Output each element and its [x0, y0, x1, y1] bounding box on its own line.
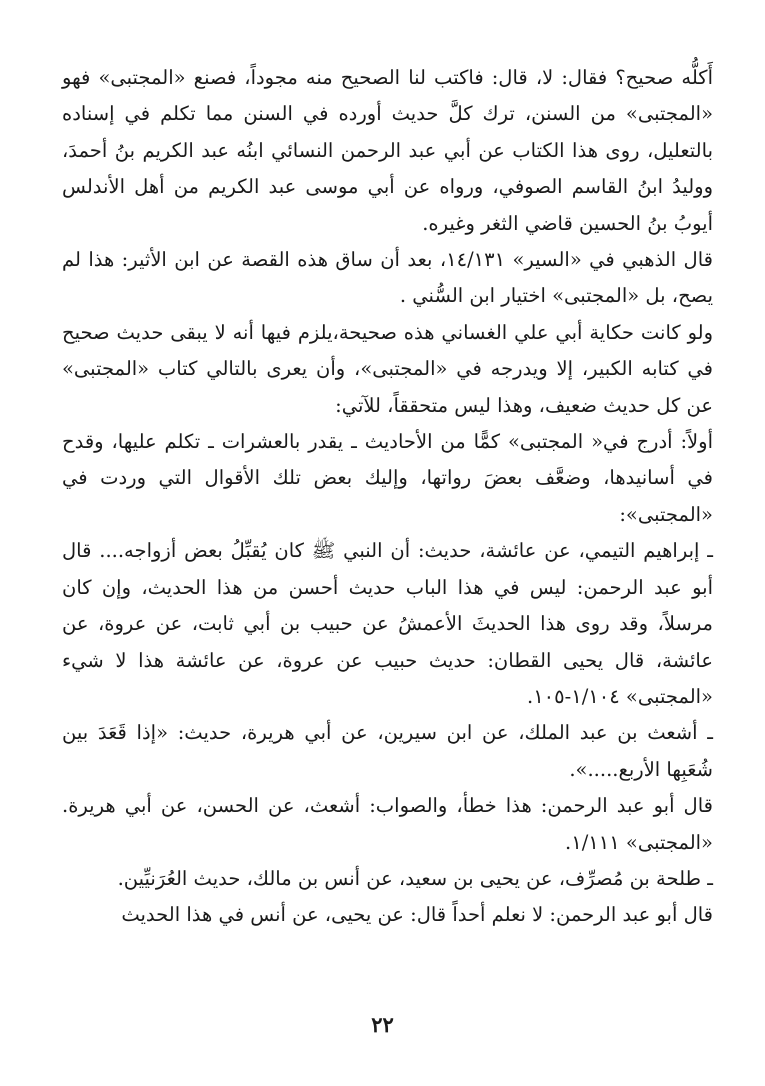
paragraph: قال أبو عبد الرحمن: لا نعلم أحداً قال: عن يحيى، عن أنس في هذا الحديث — [121, 903, 713, 927]
paragraph: ولو كانت حكاية أبي علي الغساني هذه صحيحة،يلزم فيها أنه لا يبقى حديث صحيح في كتابه الكبير، إلا ويدرجه في «المجتبى»، وأن يعرى بالتالي كتاب «المجتبى» عن كل حديث ضعيف، وهذا ليس متحققاً، للآتي: — [62, 320, 713, 417]
body-text — [62, 60, 713, 934]
page-number: ٢٢ — [371, 1012, 394, 1037]
paragraph: قال أبو عبد الرحمن: هذا خطأ، والصواب: أشعث، عن الحسن، عن أبي هريرة. «المجتبى» ١/١١١. — [62, 794, 713, 854]
paragraph: ـ إبراهيم التيمي، عن عائشة، حديث: أن النبي ﷺ كان يُقبِّلُ بعض أزواجه.... قال أبو عبد الرحمن: ليس في هذا الباب حديث أحسن من هذا الحديث، وإن كان مرسلاً، وقد روى هذا الحديثَ الأعمشُ عن حبيب بن أبي ثابت، عن عروة، عن عائشة، قال يحيى القطان: حديث حبيب عن عروة، عن عائشة هذا لا شيء «المجتبى» ١/١٠٤-١٠٥. — [62, 539, 713, 708]
paragraph: قال الذهبي في «السير» ١٤/١٣١، بعد أن ساق هذه القصة عن ابن الأثير: هذا لم يصح، بل «المجتبى» اختيار ابن السُّني . — [62, 248, 713, 308]
paragraph: أَكلُّه صحيح؟ فقال: لا، قال: فاكتب لنا الصحيح منه مجوداً، فصنع «المجتبى» فهو «المجتبى» من السنن، ترك كلَّ حديث أورده في السنن مما تكلم في إسناده بالتعليل، روى هذا الكتاب عن أبي عبد الرحمن النسائي ابنُه عبد الكريم بنُ أحمدَ، ووليدُ ابنُ القاسم الصوفي، ورواه عن أبي موسى عبد الكريم من أهل الأندلس أيوبُ بنُ الحسين قاضي الثغر وغيره. — [62, 66, 713, 235]
paragraph: أولاً: أدرج في« المجتبى» كمًّا من الأحاديث ـ يقدر بالعشرات ـ تكلم عليها، وقدح في أسانيدها، وضعَّف بعضَ رواتها، وإليك بعض تلك الأقوال التي وردت في «المجتبى»: — [62, 430, 713, 526]
paragraph: ـ أشعث بن عبد الملك، عن ابن سيرين، عن أبي هريرة، حديث: «إذا قَعَدَ بين شُعَبِها الأربع.....». — [62, 721, 713, 781]
paragraph: ـ طلحة بن مُصرِّف، عن يحيى بن سعيد، عن أنس بن مالك، حديث العُرَنيِّين. — [117, 866, 713, 890]
